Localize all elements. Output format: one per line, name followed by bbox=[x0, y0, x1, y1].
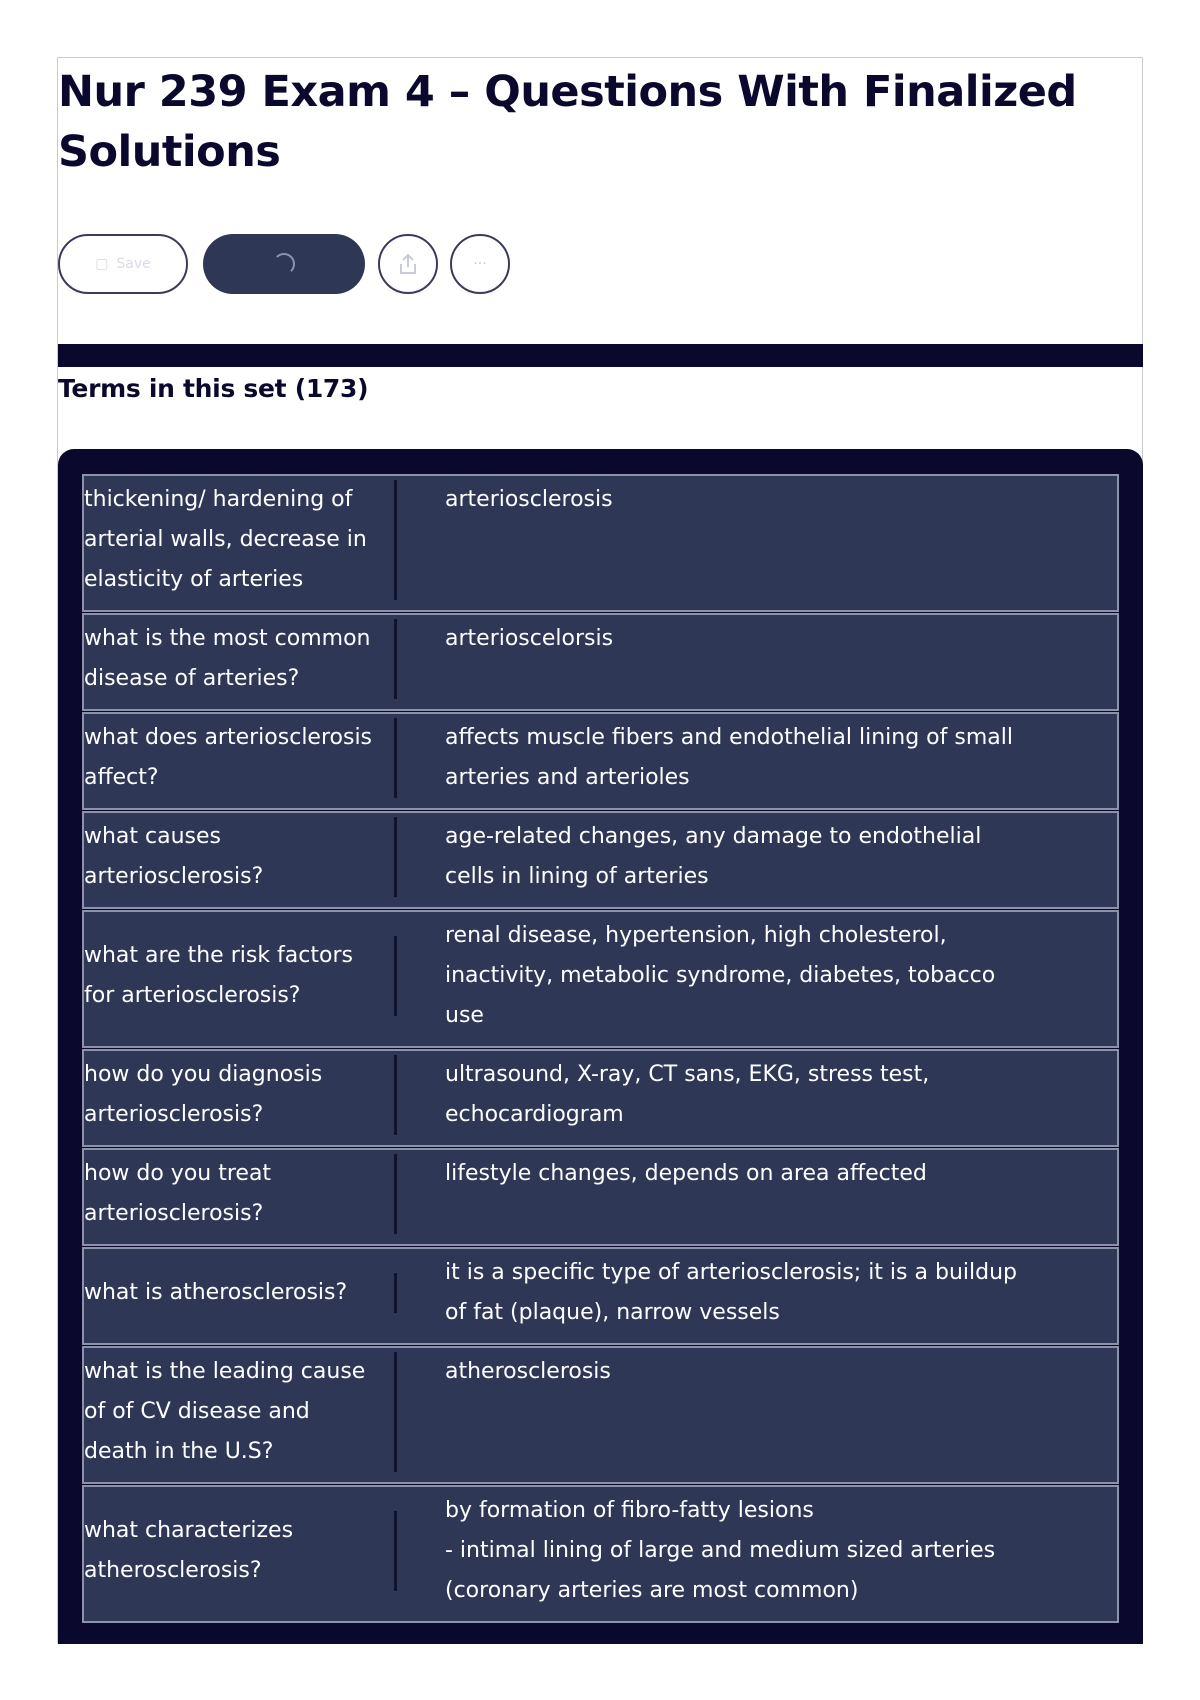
term-text: what is atherosclerosis? bbox=[84, 1273, 397, 1313]
section-divider bbox=[58, 344, 1143, 367]
definition-text: age-related changes, any damage to endothelial cells in lining of arteries bbox=[445, 824, 982, 889]
definition-text: renal disease, hypertension, high cholesterol, inactivity, metabolic syndrome, diabetes, tobacco use bbox=[445, 923, 996, 1028]
term-text: how do you diagnosis arteriosclerosis? bbox=[84, 1055, 397, 1135]
share-icon bbox=[397, 252, 419, 276]
terms-panel bbox=[58, 449, 1143, 1644]
definition-text: arteriosclerosis bbox=[445, 487, 613, 512]
term-text: what characterizes atherosclerosis? bbox=[84, 1511, 397, 1591]
definition-text: by formation of fibro-fatty lesions - intimal lining of large and medium sized arteries (coronary arteries are most common) bbox=[445, 1498, 996, 1603]
term-text: how do you treat arteriosclerosis? bbox=[84, 1154, 397, 1234]
definition-text: ultrasound, X-ray, CT sans, EKG, stress test, echocardiogram bbox=[445, 1062, 930, 1127]
term-text: what is the leading cause of of CV disease and death in the U.S? bbox=[84, 1352, 397, 1472]
term-text: what does arteriosclerosis affect? bbox=[84, 718, 397, 798]
definition-text: arterioscelorsis bbox=[445, 626, 614, 651]
term-row[interactable] bbox=[82, 474, 1119, 612]
term-text: what are the risk factors for arteriosclerosis? bbox=[84, 936, 397, 1016]
terms-table bbox=[82, 474, 1119, 1624]
save-button[interactable] bbox=[58, 234, 188, 294]
more-options-button[interactable] bbox=[450, 234, 510, 294]
term-row[interactable] bbox=[82, 712, 1119, 810]
term-text: thickening/ hardening of arterial walls, decrease in elasticity of arteries bbox=[84, 480, 397, 600]
terms-heading: Terms in this set (173) bbox=[58, 374, 369, 403]
study-button[interactable] bbox=[203, 234, 365, 294]
share-button[interactable] bbox=[378, 234, 438, 294]
save-button-label: Save bbox=[116, 256, 151, 272]
more-icon: ··· bbox=[473, 256, 487, 272]
page-title: Nur 239 Exam 4 – Questions With Finalized Solutions bbox=[58, 67, 1077, 177]
term-row[interactable] bbox=[82, 1485, 1119, 1623]
spinner-icon bbox=[273, 253, 295, 275]
term-row[interactable] bbox=[82, 910, 1119, 1048]
term-row[interactable] bbox=[82, 1247, 1119, 1345]
term-row[interactable] bbox=[82, 1049, 1119, 1147]
term-row[interactable] bbox=[82, 811, 1119, 909]
definition-text: it is a specific type of arteriosclerosis; it is a buildup of fat (plaque), narrow vessels bbox=[445, 1260, 1017, 1325]
term-row[interactable] bbox=[82, 1148, 1119, 1246]
bookmark-icon: ▢ bbox=[95, 256, 109, 272]
term-text: what causes arteriosclerosis? bbox=[84, 817, 397, 897]
definition-text: affects muscle fibers and endothelial lining of small arteries and arterioles bbox=[445, 725, 1013, 790]
term-row[interactable] bbox=[82, 1346, 1119, 1484]
term-text: what is the most common disease of arteries? bbox=[84, 619, 397, 699]
document-page bbox=[57, 57, 1143, 1643]
definition-text: lifestyle changes, depends on area affected bbox=[445, 1161, 927, 1186]
term-row[interactable] bbox=[82, 613, 1119, 711]
definition-text: atherosclerosis bbox=[445, 1359, 611, 1384]
